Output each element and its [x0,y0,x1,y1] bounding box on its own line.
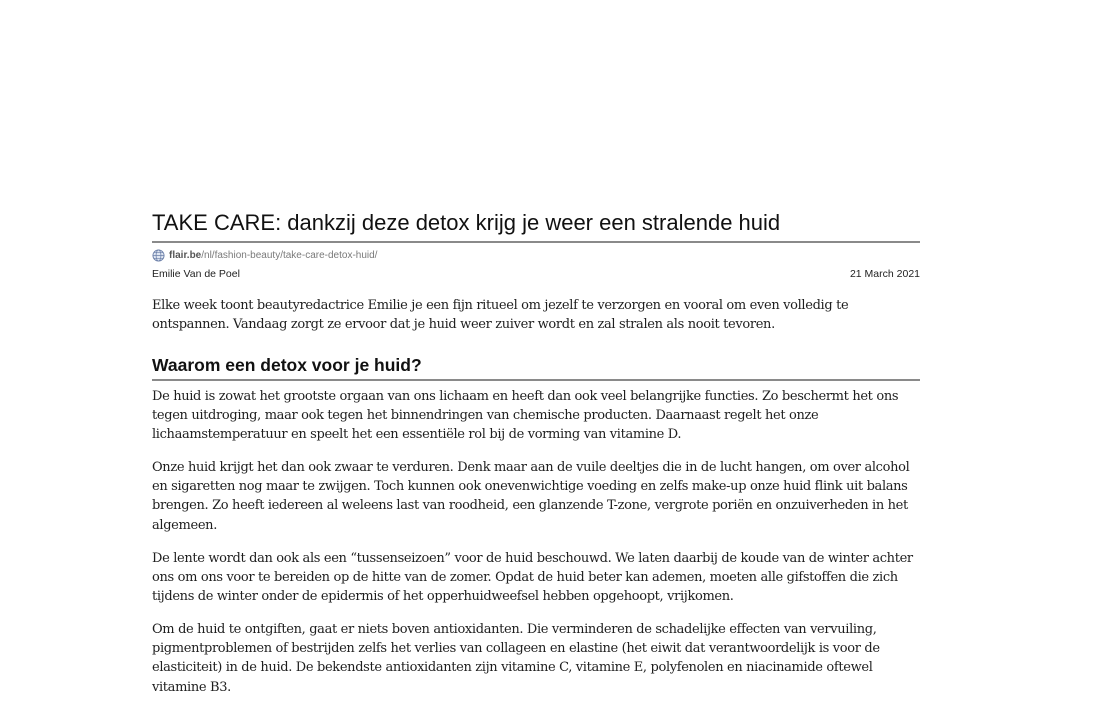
article-meta [152,268,920,284]
source-path: /nl/fashion-beauty/take-care-detox-huid/ [201,249,378,261]
author: Emilie Van de Poel [152,268,240,280]
source-url[interactable] [152,247,377,263]
body-paragraph: Om de huid te ontgiften, gaat er niets boven antioxidanten. Die verminderen de schadelijke effecten van vervuiling, pigmentproblemen of bestrijden zelfs het verlies van collageen en elastine (het eiwit dat verantwoordelijk is voor de elasticiteit) in de huid. De bekendste antioxidanten zijn vitamine C, vitamine E, polyfenolen en niacinamide oftewel vitamine B3. [152,622,880,695]
body-paragraph: Onze huid krijgt het dan ook zwaar te verduren. Denk maar aan de vuile deeltjes die in de lucht hangen, om over alcohol en sigaretten nog maar te zwijgen. Toch kunnen ook onevenwichtige voeding en zelfs make-up onze huid flink uit balans brengen. Zo heeft iedereen al weleens last van roodheid, een glanzende T-zone, vergrote poriën en onzuiverheden in het algemeen. [152,460,910,533]
intro-paragraph: Elke week toont beautyredactrice Emilie je een fijn ritueel om jezelf te verzorgen en vooral om even volledig te ontspannen. Vandaag zorgt ze ervoor dat je huid weer zuiver wordt en zal stralen als nooit tevoren. [152,298,849,333]
section-heading: Waarom een detox voor je huid? [152,355,422,375]
body-paragraph: De lente wordt dan ook als een “tussenseizoen” voor de huid beschouwd. We laten daarbij de koude van de winter achter ons om ons voor te bereiden op de hitte van de zomer. Opdat de huid beter kan ademen, moeten alle gifstoffen die zich tijdens de winter onder de epidermis of het opperhuidweefsel hebben opgehoopt, vrijkomen. [152,551,913,605]
title-divider [152,241,920,243]
source-domain: flair.be [169,249,202,261]
article-title: TAKE CARE: dankzij deze detox krijg je weer een stralende huid [152,210,781,235]
publish-date: 21 March 2021 [849,268,920,280]
globe-icon [152,249,165,262]
section-divider [152,379,920,381]
body-paragraph: De huid is zowat het grootste orgaan van ons lichaam en heeft dan ook veel belangrijke functies. Zo beschermt het ons tegen uitdroging, maar ook tegen het binnendringen van chemische producten. Daarnaast regelt het onze lichaamstemperatuur en speelt het een essentiële rol bij de vorming van vitamine D. [152,389,899,443]
